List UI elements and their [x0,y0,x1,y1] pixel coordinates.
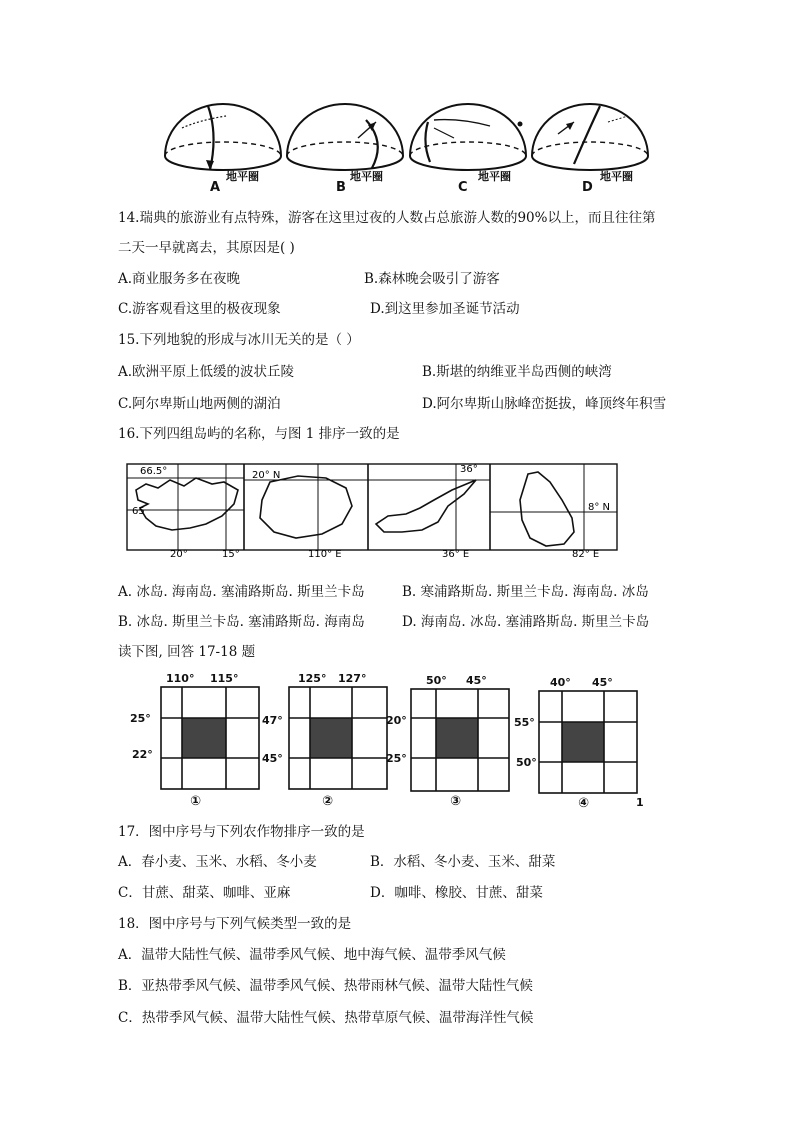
sri-lanka-outline [520,472,574,546]
grid1-top-1: 110° [166,672,195,685]
grid1-left-1: 25° [130,712,151,725]
grid-4 [514,672,650,812]
q17-option-b: B．水稻、冬小麦、玉米、甜菜 [370,854,556,870]
q15-option-a: A.欧洲平原上低缓的波状丘陵 [118,364,295,380]
sun-path-figure [160,98,650,194]
cyprus-top-lat: 36° [460,464,478,475]
grid4-left-1: 55° [514,716,535,729]
iceland-left-lat: 65 [132,506,145,517]
grid3-top-2: 45° [466,674,487,687]
hainan-top-lat: 20° N [252,470,281,481]
sun-path-d [574,106,600,164]
cyprus-outline [376,480,476,532]
cyprus-lon: 36° E [442,549,470,558]
panel-label-b: B [336,180,346,195]
panel-label-a: A [210,180,221,195]
horizon-label-a: 地平圈 [226,170,259,183]
grid2-left-1: 47° [262,714,283,727]
iceland-lon-2: 15° [222,549,240,558]
hemisphere-b [287,104,403,156]
hemisphere-c [410,104,526,156]
grid3-left-2: 25° [386,752,407,765]
hainan-lon: 110° E [308,549,342,558]
read-prompt: 读下图, 回答 17-18 题 [118,644,256,660]
q14-option-d: D.到这里参加圣诞节活动 [370,301,520,317]
q16-option-d: D. 海南岛. 冰岛. 塞浦路斯岛. 斯里兰卡岛 [402,614,650,630]
q18-option-b: B．亚热带季风气候、温带季风气候、热带雨林气候、温带大陆性气候 [118,978,533,994]
srilanka-lon: 82° E [572,549,600,558]
panel-label-d: D [582,180,593,195]
iceland-lon-1: 20° [170,549,188,558]
q17-stem: 17．图中序号与下列农作物排序一致的是 [118,824,365,840]
island-maps [126,460,624,558]
grid-figure [130,672,650,812]
q14-stem-line1: 14.瑞典的旅游业有点特殊，游客在这里过夜的人数占总旅游人数的90%以上，而且往往第 [118,210,656,226]
q15-stem: 15.下列地貌的形成与冰川无关的是（ ） [118,332,360,348]
grid-1 [130,672,260,812]
q16-option-a: A. 冰岛. 海南岛. 塞浦路斯岛. 斯里兰卡岛 [118,584,365,600]
grid2-top-1: 125° [298,672,327,685]
sun-path-c [425,122,430,162]
q16-option-b: B. 寒浦路斯岛. 斯里兰卡岛. 海南岛. 冰岛 [402,584,649,600]
q17-option-c: C．甘蔗、甜菜、咖啡、亚麻 [118,885,291,901]
q16-option-c: B. 冰岛. 斯里兰卡岛. 塞浦路斯岛. 海南岛 [118,614,365,630]
q17-option-d: D．咖啡、橡胶、甘蔗、甜菜 [370,885,543,901]
grid4-left-2: 50° [516,756,537,769]
grid1-top-2: 115° [210,672,239,685]
grid2-left-2: 45° [262,752,283,765]
q15-option-c: C.阿尔卑斯山地两侧的湖泊 [118,396,281,412]
hainan-outline [260,476,352,538]
grid1-number: ① [190,794,202,809]
iceland-top-lat: 66.5° [140,466,168,477]
q17-option-a: A．春小麦、玉米、水稻、冬小麦 [118,854,317,870]
grid4-top-1: 40° [550,676,571,689]
q14-stem-line2: 二天一早就离去，其原因是( ) [118,240,295,256]
grid-3 [384,672,514,812]
figure-number: 1 [636,796,644,809]
grid3-number: ③ [450,794,462,809]
panel-label-c: C [458,180,468,195]
q14-option-b: B.森林晚会吸引了游客 [364,271,500,287]
q15-option-d: D.阿尔卑斯山脉峰峦挺拔，峰顶终年积雪 [422,396,667,412]
q16-stem: 16.下列四组岛屿的名称，与图 1 排序一致的是 [118,426,400,442]
grid3-left-1: 20° [386,714,407,727]
grid4-top-2: 45° [592,676,613,689]
grid-2 [260,672,390,812]
grid1-left-2: 22° [132,748,153,761]
grid2-top-2: 127° [338,672,367,685]
srilanka-right-lat: 8° N [588,502,611,513]
q18-stem: 18．图中序号与下列气候类型一致的是 [118,916,352,932]
iceland-outline [136,478,238,530]
q14-option-c: C.游客观看这里的极夜现象 [118,301,281,317]
hemisphere-a [165,104,281,156]
horizon-label-b: 地平圈 [350,170,383,183]
q14-option-a: A.商业服务多在夜晚 [118,271,241,287]
grid3-top-1: 50° [426,674,447,687]
grid4-number: ④ [578,796,590,811]
horizon-label-d: 地平圈 [600,170,633,183]
q15-option-b: B.斯堪的纳维亚半岛西侧的峡湾 [422,364,612,380]
q18-option-c: C．热带季风气候、温带大陆性气候、热带草原气候、温带海洋性气候 [118,1010,534,1026]
q18-option-a: A．温带大陆性气候、温带季风气候、地中海气候、温带季风气候 [118,947,506,963]
island-figure [126,460,624,558]
horizon-label-c: 地平圈 [478,170,511,183]
grid2-number: ② [322,794,334,809]
